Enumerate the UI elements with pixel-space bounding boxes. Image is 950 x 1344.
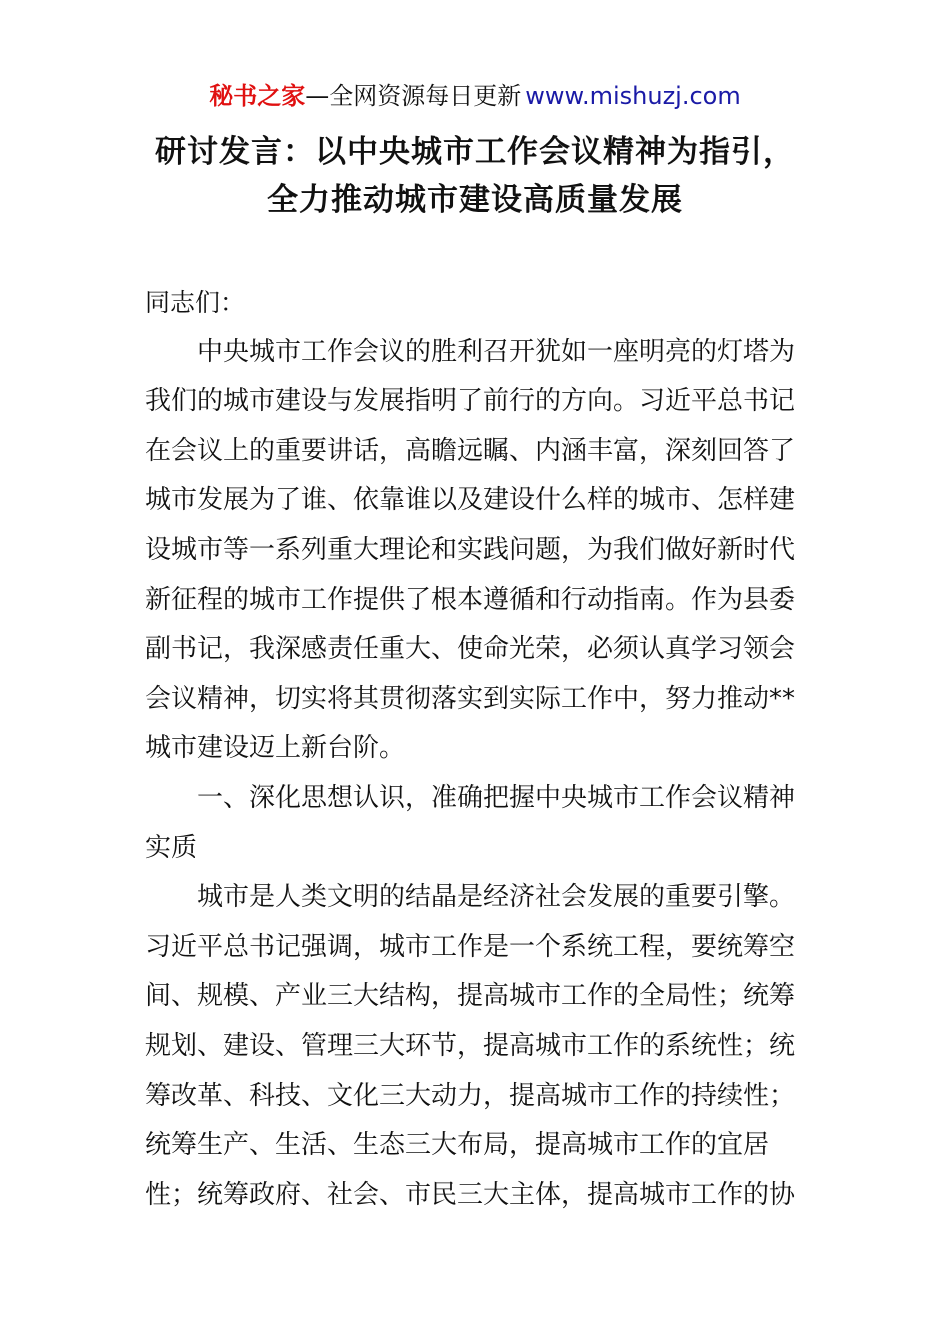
site-header: [0, 80, 950, 112]
body-line: 城市建设迈上新台阶。: [145, 733, 406, 764]
body-line: 筹改革、科技、文化三大动力，提高城市工作的持续性；: [145, 1080, 796, 1111]
site-url-link[interactable]: www.mishuzj.com: [525, 82, 741, 110]
body-line: 性；统筹政府、社会、市民三大主体，提高城市工作的协: [145, 1179, 796, 1210]
document-title: [0, 128, 950, 224]
salutation: 同志们：: [145, 288, 246, 317]
body-line: 我们的城市建设与发展指明了前行的方向。习近平总书记: [145, 386, 796, 417]
document-body: [145, 278, 807, 1220]
body-line: 新征程的城市工作提供了根本遵循和行动指南。作为县委: [145, 584, 796, 615]
body-line: 规划、建设、管理三大环节，提高城市工作的系统性；统: [145, 1030, 796, 1061]
title-line-2: 全力推动城市建设高质量发展: [267, 182, 683, 218]
body-line: 城市是人类文明的结晶是经济社会发展的重要引擎。: [197, 882, 796, 913]
title-line-1: 研讨发言：以中央城市工作会议精神为指引，: [155, 134, 795, 170]
body-line: 统筹生产、生活、生态三大布局，提高城市工作的宜居: [145, 1130, 770, 1161]
body-line: 中央城市工作会议的胜利召开犹如一座明亮的灯塔为: [197, 336, 796, 367]
section-heading-cont: 实质: [145, 832, 198, 863]
site-brand: 秘书之家: [209, 82, 306, 110]
section-heading: 一、深化思想认识，准确把握中央城市工作会议精神: [197, 782, 796, 813]
body-line: 副书记，我深感责任重大、使命光荣，必须认真学习领会: [145, 634, 796, 665]
body-line: 会议精神，切实将其贯彻落实到实际工作中，努力推动**: [145, 683, 796, 714]
body-line: 城市发展为了谁、依靠谁以及建设什么样的城市、怎样建: [145, 485, 796, 516]
body-line: 在会议上的重要讲话，高瞻远瞩、内涵丰富，深刻回答了: [145, 435, 796, 466]
body-line: 习近平总书记强调，城市工作是一个系统工程，要统筹空: [145, 931, 796, 962]
site-tagline: —全网资源每日更新: [305, 82, 522, 110]
body-line: 设城市等一系列重大理论和实践问题，为我们做好新时代: [145, 534, 796, 565]
body-line: 间、规模、产业三大结构，提高城市工作的全局性；统筹: [145, 981, 796, 1012]
